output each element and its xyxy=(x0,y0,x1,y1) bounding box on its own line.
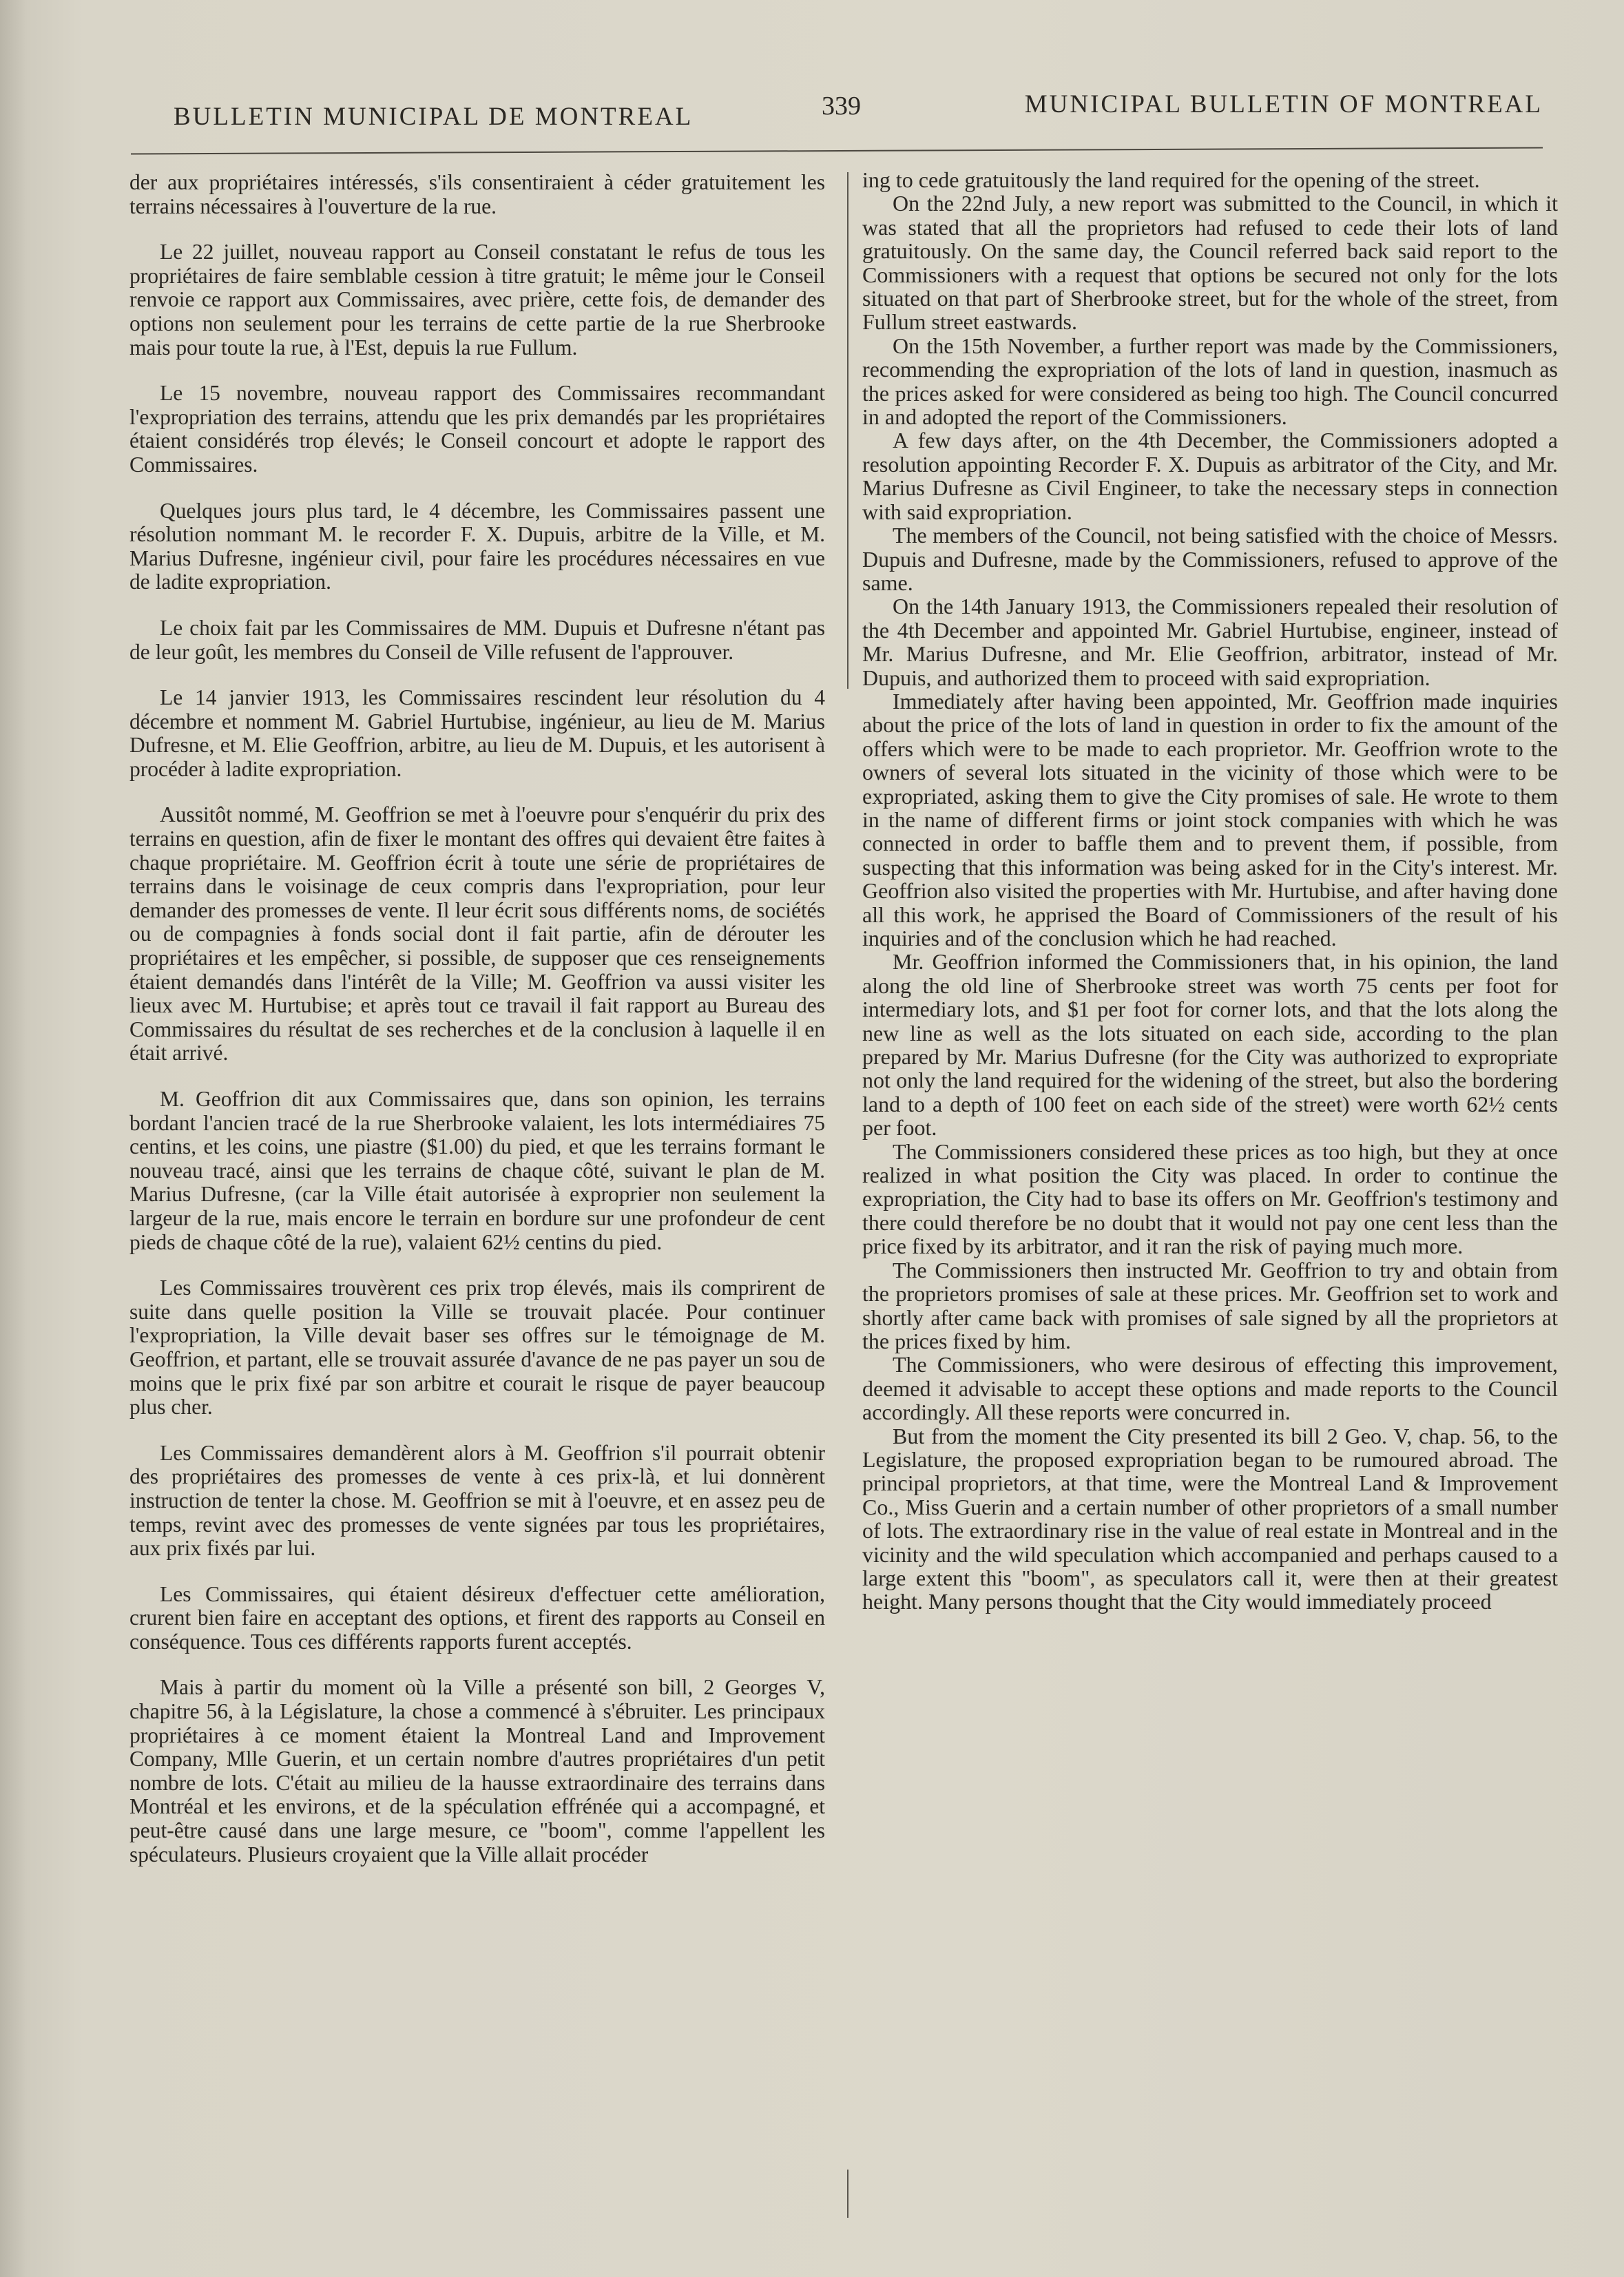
french-paragraph: Les Commissaires trouvèrent ces prix trop élevés, mais ils comprirent de suite dans quelle position la Ville se trouvait placée. Pour continuer l'expropriation, la Ville devait baser ses offres sur le témoignage de M. Geoffrion, et partant, elle se trouvait assurée d'avance de ne pas payer un sou de moins que le prix fixé par son arbitre et courait le risque de payer beaucoup plus cher. xyxy=(129,1276,825,1420)
french-paragraph: Aussitôt nommé, M. Geoffrion se met à l'oeuvre pour s'enquérir du prix des terrains en question, afin de fixer le montant des offres qui devaient être faites à chaque propriétaire. M. Geoffrion écrit à toute une série de propriétaires de terrains dans le voisinage de ceux compris dans l'expropriation, pour leur demander des promesses de vente. Il leur écrit sous différents noms, de sociétés ou de compagnies à fonds social dont il fait partie, afin de dérouter les propriétaires et les empêcher, si possible, de supposer que ces renseignements étaient demandés dans l'intérêt de la Ville; M. Geoffrion va aussi visiter les lieux avec M. Hurtubise; et après tout ce travail il fait rapport au Bureau des Commissaires du résultat de ses recherches et de la conclusion à laquelle il en était arrivé. xyxy=(129,802,825,1065)
english-paragraph: ing to cede gratuitously the land required for the opening of the street. xyxy=(862,167,1480,192)
header-rule xyxy=(131,147,1543,155)
french-paragraph: der aux propriétaires intéressés, s'ils consentiraient à céder gratuitement les terrains nécessaires à l'ouverture de la rue. xyxy=(129,170,825,218)
english-paragraph: Mr. Geoffrion informed the Commissioners that, in his opinion, the land along the old line of Sherbrooke street was worth 75 cents per foot for intermediary lots, and $1 per foot for corner lots, and that the lots along the new line as well as the lots situated on each side, according to the plan prepared by Mr. Marius Dufresne (for the City was authorized to expropriate not only the land required for the widening of the street, but also the bordering land to a depth of 100 feet on each side of the street) were worth 62½ cents per foot. xyxy=(862,949,1558,1141)
french-paragraph: M. Geoffrion dit aux Commissaires que, dans son opinion, les terrains bordant l'ancien tracé de la rue Sherbrooke valaient, les lots intermédiaires 75 centins, et les coins, une piastre ($1.00) du pied, et que les terrains formant le nouveau tracé, ainsi que les terrains de chaque côté, suivant le plan de M. Marius Dufresne, (car la Ville était autorisée à exproprier non seulement la largeur de la rue, mais encore le terrain en bordure sur une profondeur de cent pieds de chaque côté de la rue), valaient 62½ centins du pied. xyxy=(129,1087,825,1254)
column-divider-bottom xyxy=(847,2170,849,2218)
french-paragraph: Le 22 juillet, nouveau rapport au Conseil constatant le refus de tous les propriétaires de faire semblable cession à titre gratuit; le même jour le Conseil renvoie ce rapport aux Commissaires, avec prière, cette fois, de demander des options non seulement pour les terrains de cette partie de la rue Sherbrooke mais pour toute la rue, à l'Est, depuis la rue Fullum. xyxy=(129,240,825,360)
french-paragraph: Quelques jours plus tard, le 4 décembre, les Commissaires passent une résolution nommant M. le recorder F. X. Dupuis, arbitre de la Ville, et M. Marius Dufresne, ingénieur civil, pour faire les procédures nécessaires en vue de ladite expropriation. xyxy=(129,498,825,594)
english-paragraph: The members of the Council, not being satisfied with the choice of Messrs. Dupuis and Dufresne, made by the Commissioners, refused to approve of the same. xyxy=(862,523,1558,595)
column-divider xyxy=(847,172,849,689)
english-column xyxy=(862,168,1558,1614)
english-paragraph: On the 22nd July, a new report was submitted to the Council, in which it was stated that all the proprietors had refused to cede their lots of land gratuitously. On the same day, the Council referred back said report to the Commissioners with a request that options be secured not only for the lots situated on that part of Sherbrooke street, but for the whole of the street, from Fullum street eastwards. xyxy=(862,191,1558,335)
french-column xyxy=(129,171,825,1889)
french-paragraph: Les Commissaires demandèrent alors à M. Geoffrion s'il pourrait obtenir des propriétaires des promesses de vente à ces prix-là, et lui donnèrent instruction de tenter la chose. M. Geoffrion se mit à l'oeuvre, et en assez peu de temps, revint avec des promesses de vente signées par tous les propriétaires, aux prix fixés par lui. xyxy=(129,1440,825,1561)
english-paragraph: On the 15th November, a further report was made by the Commissioners, recommending the expropriation of the lots of land in question, inasmuch as the prices asked for were considered as being too high. The Council concurred in and adopted the report of the Commissioners. xyxy=(862,333,1558,430)
english-paragraph: The Commissioners considered these prices as too high, but they at once realized in what position the City was placed. In order to continue the expropriation, the City had to base its offers on Mr. Geoffrion's testimony and there could therefore be no doubt that it would not pay one cent less than the price fixed by its arbitrator, and it ran the risk of paying much more. xyxy=(862,1138,1558,1259)
french-paragraph: Le 14 janvier 1913, les Commissaires rescindent leur résolution du 4 décembre et nomment M. Gabriel Hurtubise, ingénieur, au lieu de M. Marius Dufresne, et M. Elie Geoffrion, arbitre, au lieu de M. Dupuis, et les autorisent à procéder à ladite expropriation. xyxy=(129,685,825,781)
header-english-title: MUNICIPAL BULLETIN OF MONTREAL xyxy=(1024,90,1543,118)
english-paragraph: A few days after, on the 4th December, the Commissioners adopted a resolution appointing Recorder F. X. Dupuis as arbitrator of the City, and Mr. Marius Dufresne as Civil Engineer, to take the necessary steps in connection with said expropriation. xyxy=(862,428,1558,524)
english-paragraph: The Commissioners then instructed Mr. Geoffrion to try and obtain from the proprietors promises of sale at these prices. Mr. Geoffrion set to work and shortly after came back with promises of sale signed by all the proprietors at the prices fixed by him. xyxy=(862,1257,1558,1353)
page-header xyxy=(131,81,1563,136)
french-paragraph: Le 15 novembre, nouveau rapport des Commissaires recommandant l'expropriation des terrains, attendu que les prix demandés par les propriétaires étaient considérés trop élevés; le Conseil concourt et adopte le rapport des Commissaires. xyxy=(129,381,825,477)
french-paragraph: Les Commissaires, qui étaient désireux d'effectuer cette amélioration, crurent bien faire en acceptant des options, et firent des rapports au Conseil en conséquence. Tous ces différents rapports furent acceptés. xyxy=(129,1581,825,1654)
english-paragraph: But from the moment the City presented its bill 2 Geo. V, chap. 56, to the Legislature, the proposed expropriation began to be rumoured abroad. The principal proprietors, at that time, were the Montreal Land & Improvement Co., Miss Guerin and a certain number of other proprietors of a small number of lots. The extraordinary rise in the value of real estate in Montreal and in the vicinity and the wild speculation which accompanied and perhaps caused to a large extent this "boom", as speculators call it, were then at their greatest height. Many persons thought that the City would immediately proceed xyxy=(862,1423,1558,1614)
english-paragraph: Immediately after having been appointed, Mr. Geoffrion made inquiries about the price of the lots of land in question in order to fix the amount of the offers which were to be made to each proprietor. Mr. Geoffrion wrote to the owners of several lots situated in the vicinity of those which were to be expropriated, asking them to give the City promises of sale. He wrote to them in the name of different firms or joint stock companies with which he was connected in order to baffle them and to prevent them, if possible, from suspecting that this information was being asked for in the City's interest. Mr. Geoffrion also visited the properties with Mr. Hurtubise, and after having done all this work, he apprised the Board of Commissioners of the result of his inquiries and of the conclusion which he had reached. xyxy=(862,688,1558,950)
french-paragraph: Le choix fait par les Commissaires de MM. Dupuis et Dufresne n'étant pas de leur goût, les membres du Conseil de Ville refusent de l'approuver. xyxy=(129,615,825,664)
english-paragraph: The Commissioners, who were desirous of effecting this improvement, deemed it advisable to accept these options and made reports to the Council accordingly. All these reports were concurred in. xyxy=(862,1352,1558,1425)
english-paragraph: On the 14th January 1913, the Commissioners repealed their resolution of the 4th December and appointed Mr. Gabriel Hurtubise, engineer, instead of Mr. Marius Dufresne, and Mr. Elie Geoffrion, arbitrator, instead of Mr. Dupuis, and authorized them to proceed with said expropriation. xyxy=(862,594,1558,690)
page-number: 339 xyxy=(822,92,861,121)
header-french-title: BULLETIN MUNICIPAL DE MONTREAL xyxy=(174,103,694,131)
french-paragraph: Mais à partir du moment où la Ville a présenté son bill, 2 Georges V, chapitre 56, à la Législature, la chose a commencé à s'ébruiter. Les principaux propriétaires à ce moment étaient la Montreal Land and Improvement Company, Mlle Guerin, et un certain nombre d'autres propriétaires d'un petit nombre de lots. C'était au milieu de la hausse extraordinaire des terrains dans Montréal et les environs, et de la spéculation effrénée qui a accompagné, et peut-être causé dans une large mesure, ce "boom", comme l'appellent les spéculateurs. Plusieurs croyaient que la Ville allait procéder xyxy=(129,1675,825,1867)
